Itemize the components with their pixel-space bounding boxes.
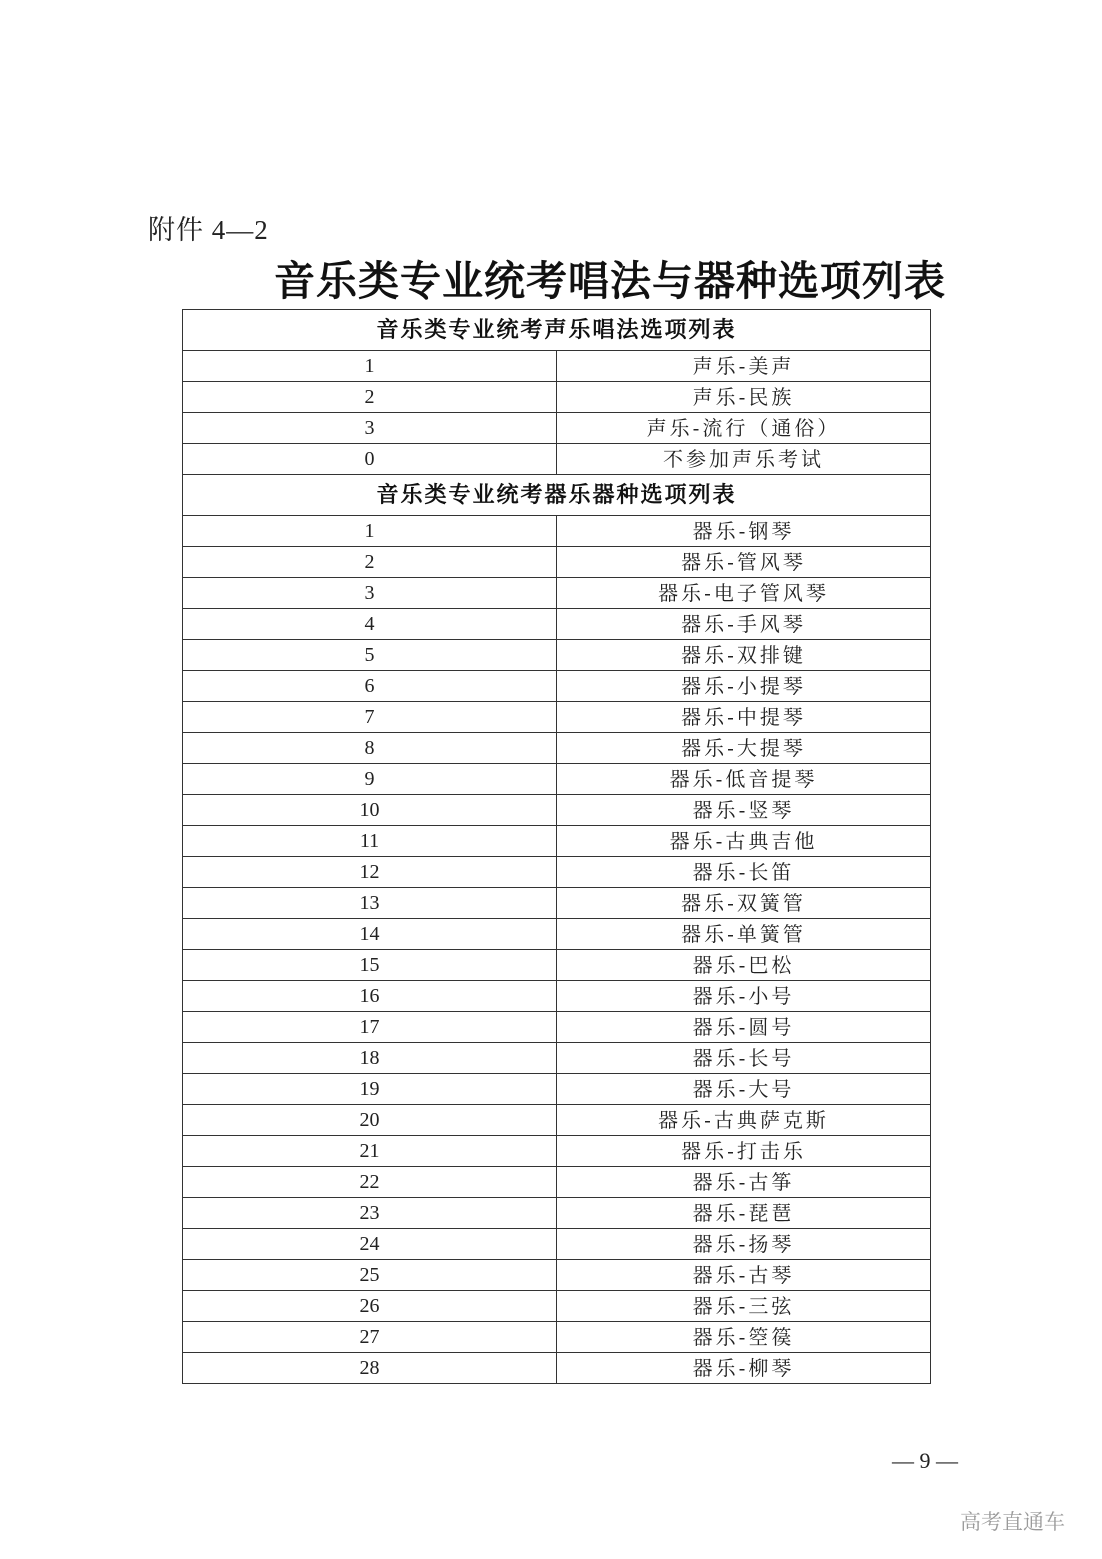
vocal-section-header-row [183, 310, 931, 351]
vocal-code: 2 [183, 382, 557, 413]
instrument-row [183, 826, 931, 857]
instrument-row [183, 547, 931, 578]
instrument-name: 器乐-手风琴 [557, 609, 931, 640]
instrument-code: 22 [183, 1167, 557, 1198]
instrument-code: 2 [183, 547, 557, 578]
instrument-row [183, 1291, 931, 1322]
instrument-code: 4 [183, 609, 557, 640]
instrument-name: 器乐-打击乐 [557, 1136, 931, 1167]
vocal-code: 0 [183, 444, 557, 475]
instrument-row [183, 1353, 931, 1384]
vocal-code: 3 [183, 413, 557, 444]
instrument-name: 器乐-大提琴 [557, 733, 931, 764]
page-number: — 9 — [892, 1448, 958, 1473]
instrument-name: 器乐-中提琴 [557, 702, 931, 733]
instrument-code: 19 [183, 1074, 557, 1105]
instrument-code: 21 [183, 1136, 557, 1167]
instrument-code: 15 [183, 950, 557, 981]
instrument-code: 20 [183, 1105, 557, 1136]
instrument-row [183, 919, 931, 950]
instrument-section-heading: 音乐类专业统考器乐器种选项列表 [183, 475, 931, 516]
instrument-name: 器乐-小提琴 [557, 671, 931, 702]
options-table-body [183, 310, 931, 1384]
instrument-code: 3 [183, 578, 557, 609]
instrument-row [183, 1229, 931, 1260]
instrument-code: 27 [183, 1322, 557, 1353]
instrument-row [183, 857, 931, 888]
instrument-code: 10 [183, 795, 557, 826]
instrument-row [183, 1012, 931, 1043]
instrument-name: 器乐-小号 [557, 981, 931, 1012]
instrument-row [183, 1167, 931, 1198]
watermark: 高考直通车 [960, 1510, 1065, 1534]
instrument-section-header-row [183, 475, 931, 516]
instrument-code: 18 [183, 1043, 557, 1074]
vocal-row [183, 382, 931, 413]
instrument-name: 器乐-电子管风琴 [557, 578, 931, 609]
vocal-name: 声乐-流行（通俗） [557, 413, 931, 444]
instrument-name: 器乐-柳琴 [557, 1353, 931, 1384]
instrument-name: 器乐-圆号 [557, 1012, 931, 1043]
instrument-code: 17 [183, 1012, 557, 1043]
instrument-code: 9 [183, 764, 557, 795]
instrument-name: 器乐-三弦 [557, 1291, 931, 1322]
instrument-name: 器乐-长笛 [557, 857, 931, 888]
instrument-row [183, 950, 931, 981]
instrument-code: 1 [183, 516, 557, 547]
instrument-name: 器乐-单簧管 [557, 919, 931, 950]
instrument-name: 器乐-扬琴 [557, 1229, 931, 1260]
instrument-name: 器乐-古筝 [557, 1167, 931, 1198]
instrument-name: 器乐-低音提琴 [557, 764, 931, 795]
instrument-code: 24 [183, 1229, 557, 1260]
instrument-code: 25 [183, 1260, 557, 1291]
instrument-row [183, 888, 931, 919]
instrument-row [183, 1260, 931, 1291]
vocal-row [183, 351, 931, 382]
instrument-name: 器乐-双排键 [557, 640, 931, 671]
instrument-row [183, 640, 931, 671]
instrument-code: 5 [183, 640, 557, 671]
instrument-row [183, 1074, 931, 1105]
vocal-name: 声乐-美声 [557, 351, 931, 382]
instrument-name: 器乐-钢琴 [557, 516, 931, 547]
instrument-row [183, 1198, 931, 1229]
instrument-name: 器乐-琵琶 [557, 1198, 931, 1229]
instrument-name: 器乐-双簧管 [557, 888, 931, 919]
instrument-name: 器乐-箜篌 [557, 1322, 931, 1353]
instrument-row [183, 578, 931, 609]
instrument-row [183, 733, 931, 764]
vocal-row [183, 413, 931, 444]
instrument-code: 8 [183, 733, 557, 764]
instrument-row [183, 1105, 931, 1136]
instrument-code: 13 [183, 888, 557, 919]
instrument-code: 7 [183, 702, 557, 733]
instrument-code: 6 [183, 671, 557, 702]
instrument-row [183, 516, 931, 547]
vocal-section-heading: 音乐类专业统考声乐唱法选项列表 [183, 310, 931, 351]
instrument-code: 14 [183, 919, 557, 950]
vocal-name: 不参加声乐考试 [557, 444, 931, 475]
document-title: 音乐类专业统考唱法与器种选项列表 [274, 257, 946, 305]
instrument-name: 器乐-大号 [557, 1074, 931, 1105]
instrument-name: 器乐-竖琴 [557, 795, 931, 826]
instrument-row [183, 1043, 931, 1074]
options-table [182, 309, 931, 1384]
instrument-code: 12 [183, 857, 557, 888]
instrument-row [183, 1322, 931, 1353]
vocal-name: 声乐-民族 [557, 382, 931, 413]
instrument-name: 器乐-古典吉他 [557, 826, 931, 857]
instrument-name: 器乐-巴松 [557, 950, 931, 981]
instrument-code: 23 [183, 1198, 557, 1229]
instrument-code: 28 [183, 1353, 557, 1384]
vocal-code: 1 [183, 351, 557, 382]
instrument-name: 器乐-管风琴 [557, 547, 931, 578]
instrument-row [183, 764, 931, 795]
instrument-row [183, 671, 931, 702]
vocal-row [183, 444, 931, 475]
instrument-name: 器乐-古典萨克斯 [557, 1105, 931, 1136]
instrument-row [183, 702, 931, 733]
instrument-code: 16 [183, 981, 557, 1012]
instrument-name: 器乐-古琴 [557, 1260, 931, 1291]
instrument-row [183, 795, 931, 826]
instrument-name: 器乐-长号 [557, 1043, 931, 1074]
instrument-code: 11 [183, 826, 557, 857]
instrument-code: 26 [183, 1291, 557, 1322]
instrument-row [183, 1136, 931, 1167]
attachment-label: 附件 4—2 [148, 215, 269, 245]
instrument-row [183, 981, 931, 1012]
instrument-row [183, 609, 931, 640]
